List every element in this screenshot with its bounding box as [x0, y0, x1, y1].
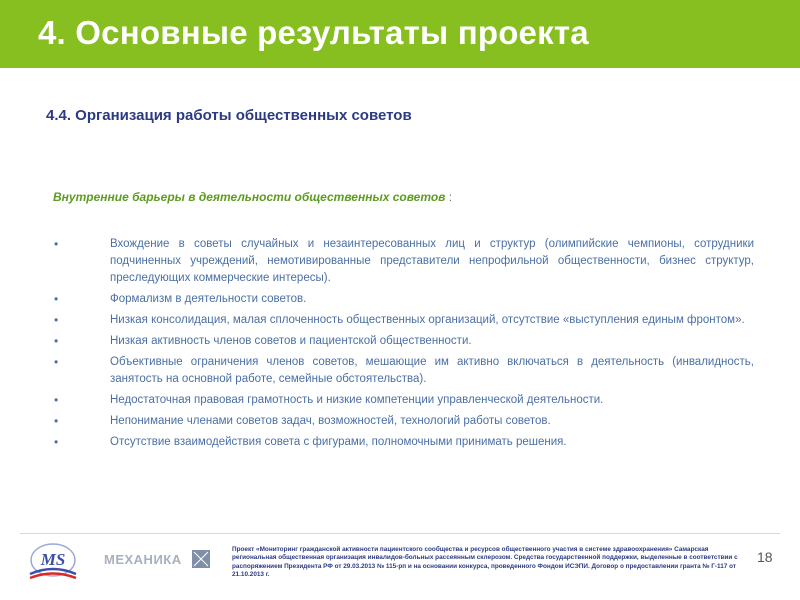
- list-item: [54, 236, 754, 287]
- intro-heading: [53, 190, 452, 204]
- list-item-text: Низкая активность членов советов и пациентской общественности.: [110, 335, 472, 347]
- intro-text: Внутренние барьеры в деятельности общественных советов: [53, 190, 446, 204]
- mechanika-logo: [100, 548, 212, 570]
- bullet-icon: •: [54, 237, 59, 251]
- list-item: [54, 413, 754, 430]
- ms-logo: [26, 540, 80, 586]
- page-number: 18: [757, 549, 773, 565]
- footer-divider: [20, 533, 780, 534]
- intro-colon: :: [448, 190, 453, 204]
- svg-text:МЕХАНИКА: МЕХАНИКА: [104, 552, 182, 567]
- title-bar: [0, 0, 800, 68]
- bullet-icon: •: [54, 334, 59, 348]
- bullet-icon: •: [54, 414, 59, 428]
- list-item-text: Отсутствие взаимодействия совета с фигурами, полномочными принимать решения.: [110, 436, 567, 448]
- list-item: [54, 333, 754, 350]
- list-item-text: Вхождение в советы случайных и незаинтересованных лиц и структур (олимпийские чемпионы, сотрудники подчиненных учреждений, немотивированные представители непрофильной общественности, бизнес структур, преследующих коммерческие интересы).: [110, 238, 754, 284]
- bullet-icon: •: [54, 313, 59, 327]
- list-item: [54, 312, 754, 329]
- bullet-icon: •: [54, 393, 59, 407]
- bullet-icon: •: [54, 292, 59, 306]
- list-item-text: Недостаточная правовая грамотность и низкие компетенции управленческой деятельности.: [110, 394, 604, 406]
- bullet-icon: •: [54, 435, 59, 449]
- barrier-list: [54, 236, 754, 455]
- svg-text:MS: MS: [40, 550, 66, 569]
- section-subtitle: 4.4. Организация работы общественных советов: [46, 107, 412, 124]
- list-item-text: Непонимание членами советов задач, возможностей, технологий работы советов.: [110, 415, 551, 427]
- bullet-icon: •: [54, 355, 59, 369]
- slide-title: 4. Основные результаты проекта: [38, 14, 589, 51]
- list-item-text: Низкая консолидация, малая сплоченность общественных организаций, отсутствие «выступления единым фронтом».: [110, 314, 745, 326]
- list-item: [54, 354, 754, 388]
- footer-project-info: Проект «Мониторинг гражданской активности пациентского сообщества и ресурсов общественного участия в системе здравоохранения» Самарская региональная общественная организация инвалидов-больных рассеянным склерозом. Средства государственной поддержки, выделенные в соответствии с распоряжением Президента РФ от 29.03.2013 № 115-рп и на основании конкурса, проведенного Фондом ИСЭПИ. Договор о предоставлении гранта № Г-117 от 21.10.2013 г.: [232, 546, 738, 579]
- list-item-text: Объективные ограничения членов советов, мешающие им активно включаться в деятельность (инвалидность, занятость на основной работе, семейные обстоятельства).: [110, 356, 754, 385]
- list-item: [54, 392, 754, 409]
- list-item: [54, 291, 754, 308]
- list-item-text: Формализм в деятельности советов.: [110, 293, 307, 305]
- list-item: [54, 434, 754, 451]
